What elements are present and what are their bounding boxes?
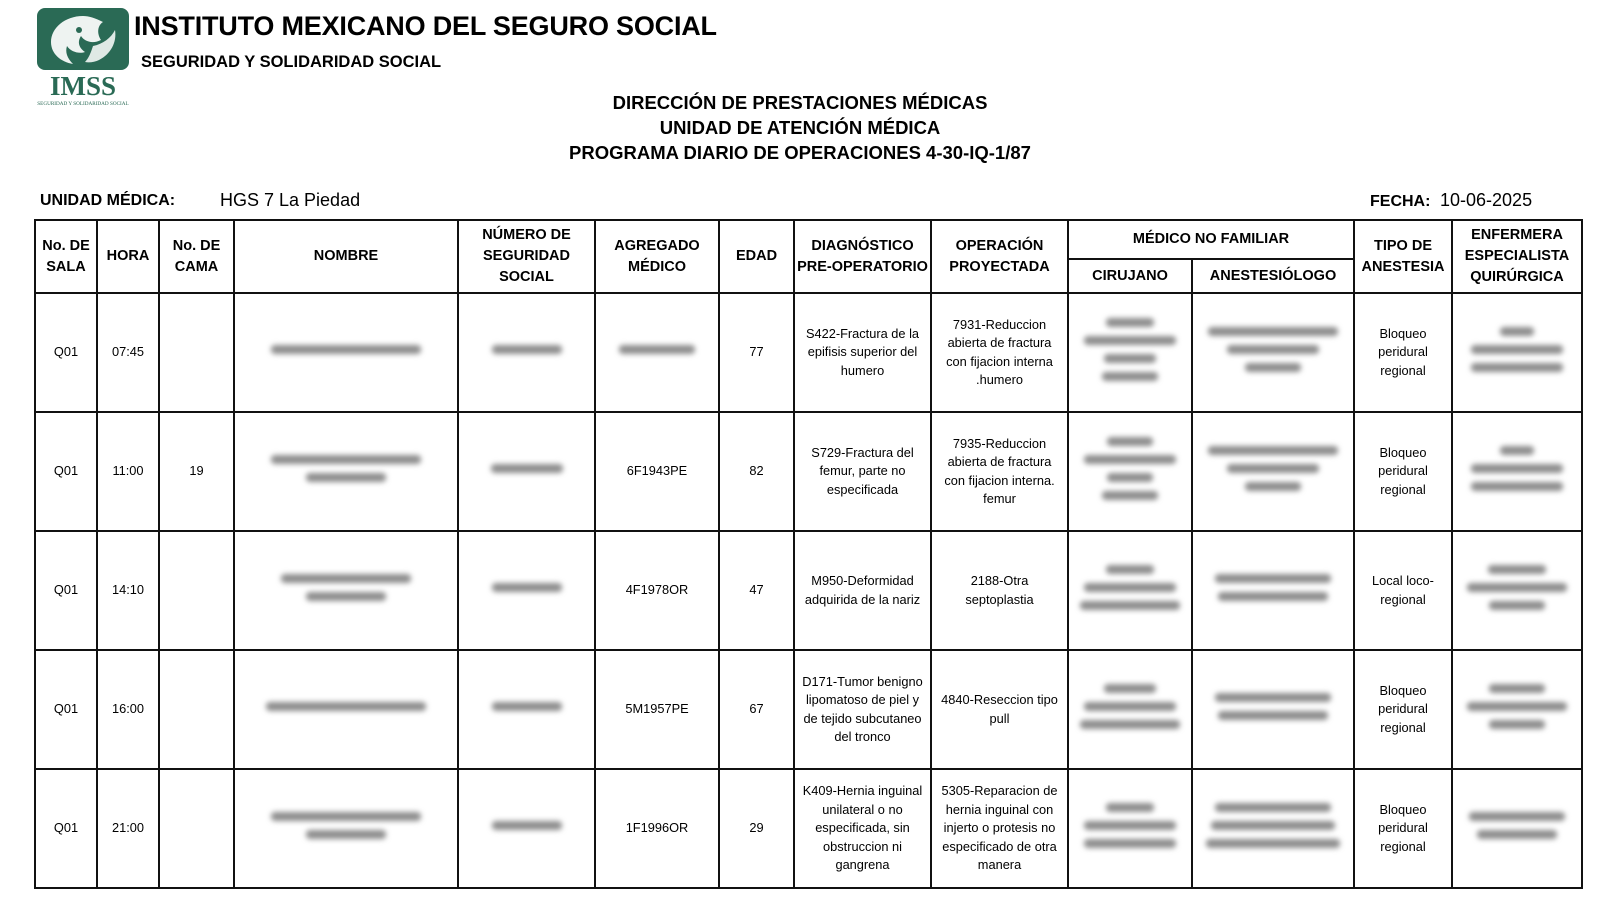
header-nombre: NOMBRE bbox=[234, 220, 458, 293]
redacted-text bbox=[1084, 309, 1176, 390]
redacted-text bbox=[271, 803, 421, 848]
redacted-bar bbox=[1080, 720, 1180, 729]
redacted-bar bbox=[1218, 592, 1328, 601]
redacted-text bbox=[1206, 794, 1340, 857]
cell-tipo-anestesia: Bloqueo peridural regional bbox=[1354, 650, 1452, 769]
cell-anestesiologo bbox=[1192, 293, 1354, 412]
cell-sala: Q01 bbox=[35, 769, 97, 888]
cell-cama bbox=[159, 769, 234, 888]
cell-nss bbox=[458, 769, 595, 888]
operations-table bbox=[34, 219, 1583, 889]
redacted-bar bbox=[1471, 345, 1563, 354]
title-direction: DIRECCIÓN DE PRESTACIONES MÉDICAS bbox=[612, 92, 988, 113]
cell-nombre bbox=[234, 293, 458, 412]
redacted-bar bbox=[1227, 464, 1319, 473]
cell-cirujano bbox=[1068, 293, 1192, 412]
redacted-bar bbox=[492, 583, 562, 592]
redacted-text bbox=[1208, 437, 1338, 500]
cell-sala: Q01 bbox=[35, 531, 97, 650]
cell-tipo-anestesia: Bloqueo peridural regional bbox=[1354, 769, 1452, 888]
cell-tipo-anestesia: Local loco-regional bbox=[1354, 531, 1452, 650]
redacted-bar bbox=[492, 345, 562, 354]
cell-anestesiologo bbox=[1192, 769, 1354, 888]
redacted-bar bbox=[1489, 684, 1545, 693]
unit-label: UNIDAD MÉDICA: bbox=[40, 192, 176, 209]
cell-tipo-anestesia: Bloqueo peridural regional bbox=[1354, 293, 1452, 412]
header-cirujano: CIRUJANO bbox=[1068, 259, 1192, 293]
date-value: 10-06-2025 bbox=[1440, 190, 1533, 210]
cell-edad: 67 bbox=[719, 650, 794, 769]
header-sala: No. DE SALA bbox=[35, 220, 97, 293]
redacted-text bbox=[1215, 684, 1331, 729]
table-row bbox=[35, 769, 1582, 888]
redacted-bar bbox=[492, 821, 562, 830]
redacted-bar bbox=[1471, 482, 1563, 491]
cell-enfermera bbox=[1452, 293, 1582, 412]
cell-agregado bbox=[595, 293, 719, 412]
cell-hora: 07:45 bbox=[97, 293, 159, 412]
cell-nombre bbox=[234, 531, 458, 650]
redacted-bar bbox=[1080, 601, 1180, 610]
redacted-bar bbox=[1467, 583, 1567, 592]
cell-agregado: 6F1943PE bbox=[595, 412, 719, 531]
redacted-bar bbox=[306, 473, 386, 482]
table-header-row bbox=[35, 220, 1582, 259]
redacted-text bbox=[1215, 565, 1331, 610]
redacted-bar bbox=[1084, 821, 1176, 830]
redacted-bar bbox=[1106, 565, 1154, 574]
redacted-bar bbox=[619, 345, 695, 354]
cell-nombre bbox=[234, 650, 458, 769]
redacted-bar bbox=[1227, 345, 1319, 354]
cell-diagnostico: M950-Deformidad adquirida de la nariz bbox=[794, 531, 931, 650]
redacted-bar bbox=[492, 702, 562, 711]
redacted-bar bbox=[1084, 702, 1176, 711]
cell-nss bbox=[458, 650, 595, 769]
redacted-bar bbox=[1469, 812, 1565, 821]
table-row bbox=[35, 412, 1582, 531]
redacted-text bbox=[491, 455, 563, 482]
redacted-bar bbox=[1500, 446, 1534, 455]
redacted-bar bbox=[1102, 372, 1158, 381]
redacted-text bbox=[492, 693, 562, 720]
svg-text:SEGURIDAD Y SOLIDARIDAD SOCIAL: SEGURIDAD Y SOLIDARIDAD SOCIAL bbox=[37, 101, 129, 107]
cell-edad: 77 bbox=[719, 293, 794, 412]
cell-nombre bbox=[234, 769, 458, 888]
redacted-text bbox=[1469, 803, 1565, 848]
header-edad: EDAD bbox=[719, 220, 794, 293]
cell-cama: 19 bbox=[159, 412, 234, 531]
svg-text:IMSS: IMSS bbox=[49, 71, 117, 101]
redacted-text bbox=[492, 574, 562, 601]
redacted-bar bbox=[306, 830, 386, 839]
cell-edad: 29 bbox=[719, 769, 794, 888]
header-medico-no-familiar: MÉDICO NO FAMILIAR bbox=[1068, 220, 1354, 259]
redacted-bar bbox=[1084, 583, 1176, 592]
redacted-bar bbox=[271, 345, 421, 354]
date-label: FECHA: bbox=[1370, 193, 1431, 210]
cell-operacion: 4840-Reseccion tipo pull bbox=[931, 650, 1068, 769]
cell-cama bbox=[159, 531, 234, 650]
cell-cama bbox=[159, 650, 234, 769]
redacted-bar bbox=[1215, 693, 1331, 702]
cell-sala: Q01 bbox=[35, 293, 97, 412]
cell-edad: 82 bbox=[719, 412, 794, 531]
cell-operacion: 2188-Otra septoplastia bbox=[931, 531, 1068, 650]
redacted-bar bbox=[1467, 702, 1567, 711]
header-operacion: OPERACIÓN PROYECTADA bbox=[931, 220, 1068, 293]
cell-hora: 21:00 bbox=[97, 769, 159, 888]
redacted-bar bbox=[1084, 839, 1176, 848]
cell-diagnostico: S422-Fractura de la epifisis superior del humero bbox=[794, 293, 931, 412]
title-program: PROGRAMA DIARIO DE OPERACIONES 4-30-IQ-1/87 bbox=[569, 142, 1031, 163]
header-anestesiologo: ANESTESIÓLOGO bbox=[1192, 259, 1354, 293]
cell-operacion: 7931-Reduccion abierta de fractura con fijacion interna .humero bbox=[931, 293, 1068, 412]
table-row bbox=[35, 293, 1582, 412]
redacted-bar bbox=[1084, 455, 1176, 464]
header-diagnostico: DIAGNÓSTICO PRE-OPERATORIO bbox=[794, 220, 931, 293]
redacted-bar bbox=[1106, 318, 1154, 327]
redacted-text bbox=[281, 565, 411, 610]
unit-value: HGS 7 La Piedad bbox=[220, 190, 361, 210]
cell-nss bbox=[458, 531, 595, 650]
redacted-bar bbox=[1489, 720, 1545, 729]
redacted-bar bbox=[491, 464, 563, 473]
cell-diagnostico: K409-Hernia inguinal unilateral o no especificada, sin obstruccion ni gangrena bbox=[794, 769, 931, 888]
cell-nombre bbox=[234, 412, 458, 531]
redacted-text bbox=[271, 336, 421, 363]
redacted-text bbox=[1084, 428, 1176, 509]
redacted-text bbox=[1471, 437, 1563, 500]
cell-enfermera bbox=[1452, 412, 1582, 531]
cell-edad: 47 bbox=[719, 531, 794, 650]
redacted-bar bbox=[1245, 482, 1301, 491]
redacted-bar bbox=[1084, 336, 1176, 345]
table-row bbox=[35, 531, 1582, 650]
cell-sala: Q01 bbox=[35, 412, 97, 531]
cell-cirujano bbox=[1068, 531, 1192, 650]
redacted-bar bbox=[1208, 446, 1338, 455]
redacted-text bbox=[492, 812, 562, 839]
redacted-bar bbox=[1215, 574, 1331, 583]
redacted-bar bbox=[1477, 830, 1557, 839]
redacted-bar bbox=[1471, 363, 1563, 372]
organization-name: INSTITUTO MEXICANO DEL SEGURO SOCIAL bbox=[134, 11, 717, 41]
header-enfermera: ENFERMERA ESPECIALISTA QUIRÚRGICA bbox=[1452, 220, 1582, 293]
table-row bbox=[35, 650, 1582, 769]
organization-motto: SEGURIDAD Y SOLIDARIDAD SOCIAL bbox=[141, 53, 442, 71]
cell-operacion: 5305-Reparacion de hernia inguinal con injerto o protesis no especificado de otra manera bbox=[931, 769, 1068, 888]
redacted-bar bbox=[1489, 601, 1545, 610]
table-body bbox=[35, 293, 1582, 888]
redacted-text bbox=[1080, 675, 1180, 738]
cell-nss bbox=[458, 293, 595, 412]
redacted-bar bbox=[1471, 464, 1563, 473]
cell-enfermera bbox=[1452, 769, 1582, 888]
cell-cirujano bbox=[1068, 412, 1192, 531]
redacted-text bbox=[1467, 556, 1567, 619]
redacted-bar bbox=[1211, 821, 1335, 830]
redacted-text bbox=[492, 336, 562, 363]
redacted-text bbox=[266, 693, 426, 720]
cell-hora: 14:10 bbox=[97, 531, 159, 650]
redacted-bar bbox=[1107, 473, 1153, 482]
cell-anestesiologo bbox=[1192, 412, 1354, 531]
redacted-text bbox=[1208, 318, 1338, 381]
cell-tipo-anestesia: Bloqueo peridural regional bbox=[1354, 412, 1452, 531]
redacted-bar bbox=[1107, 437, 1153, 446]
redacted-bar bbox=[271, 455, 421, 464]
document-titles bbox=[0, 90, 1600, 165]
redacted-bar bbox=[306, 592, 386, 601]
redacted-text bbox=[1080, 556, 1180, 619]
redacted-bar bbox=[1208, 327, 1338, 336]
redacted-bar bbox=[1245, 363, 1301, 372]
redacted-bar bbox=[1206, 839, 1340, 848]
redacted-bar bbox=[1104, 354, 1156, 363]
redacted-text bbox=[1467, 675, 1567, 738]
cell-enfermera bbox=[1452, 531, 1582, 650]
cell-enfermera bbox=[1452, 650, 1582, 769]
redacted-bar bbox=[1106, 803, 1154, 812]
redacted-text bbox=[1471, 318, 1563, 381]
header-hora: HORA bbox=[97, 220, 159, 293]
redacted-bar bbox=[1104, 684, 1156, 693]
redacted-text bbox=[1084, 794, 1176, 857]
cell-hora: 16:00 bbox=[97, 650, 159, 769]
cell-agregado: 4F1978OR bbox=[595, 531, 719, 650]
redacted-bar bbox=[1218, 711, 1328, 720]
redacted-text bbox=[619, 336, 695, 363]
cell-anestesiologo bbox=[1192, 531, 1354, 650]
redacted-bar bbox=[271, 812, 421, 821]
cell-agregado: 5M1957PE bbox=[595, 650, 719, 769]
cell-anestesiologo bbox=[1192, 650, 1354, 769]
cell-nss bbox=[458, 412, 595, 531]
header-nss: NÚMERO DE SEGURIDAD SOCIAL bbox=[458, 220, 595, 293]
redacted-bar bbox=[266, 702, 426, 711]
header-cama: No. DE CAMA bbox=[159, 220, 234, 293]
cell-hora: 11:00 bbox=[97, 412, 159, 531]
cell-diagnostico: S729-Fractura del femur, parte no especificada bbox=[794, 412, 931, 531]
cell-agregado: 1F1996OR bbox=[595, 769, 719, 888]
redacted-bar bbox=[1102, 491, 1158, 500]
cell-cama bbox=[159, 293, 234, 412]
redacted-text bbox=[271, 446, 421, 491]
cell-cirujano bbox=[1068, 769, 1192, 888]
cell-cirujano bbox=[1068, 650, 1192, 769]
cell-sala: Q01 bbox=[35, 650, 97, 769]
header-agregado: AGREGADO MÉDICO bbox=[595, 220, 719, 293]
redacted-bar bbox=[1500, 327, 1534, 336]
cell-diagnostico: D171-Tumor benigno lipomatoso de piel y de tejido subcutaneo del tronco bbox=[794, 650, 931, 769]
redacted-bar bbox=[1488, 565, 1546, 574]
redacted-bar bbox=[281, 574, 411, 583]
redacted-bar bbox=[1215, 803, 1331, 812]
title-unit: UNIDAD DE ATENCIÓN MÉDICA bbox=[659, 117, 941, 138]
header-tipo-anestesia: TIPO DE ANESTESIA bbox=[1354, 220, 1452, 293]
cell-operacion: 7935-Reduccion abierta de fractura con fijacion interna. femur bbox=[931, 412, 1068, 531]
